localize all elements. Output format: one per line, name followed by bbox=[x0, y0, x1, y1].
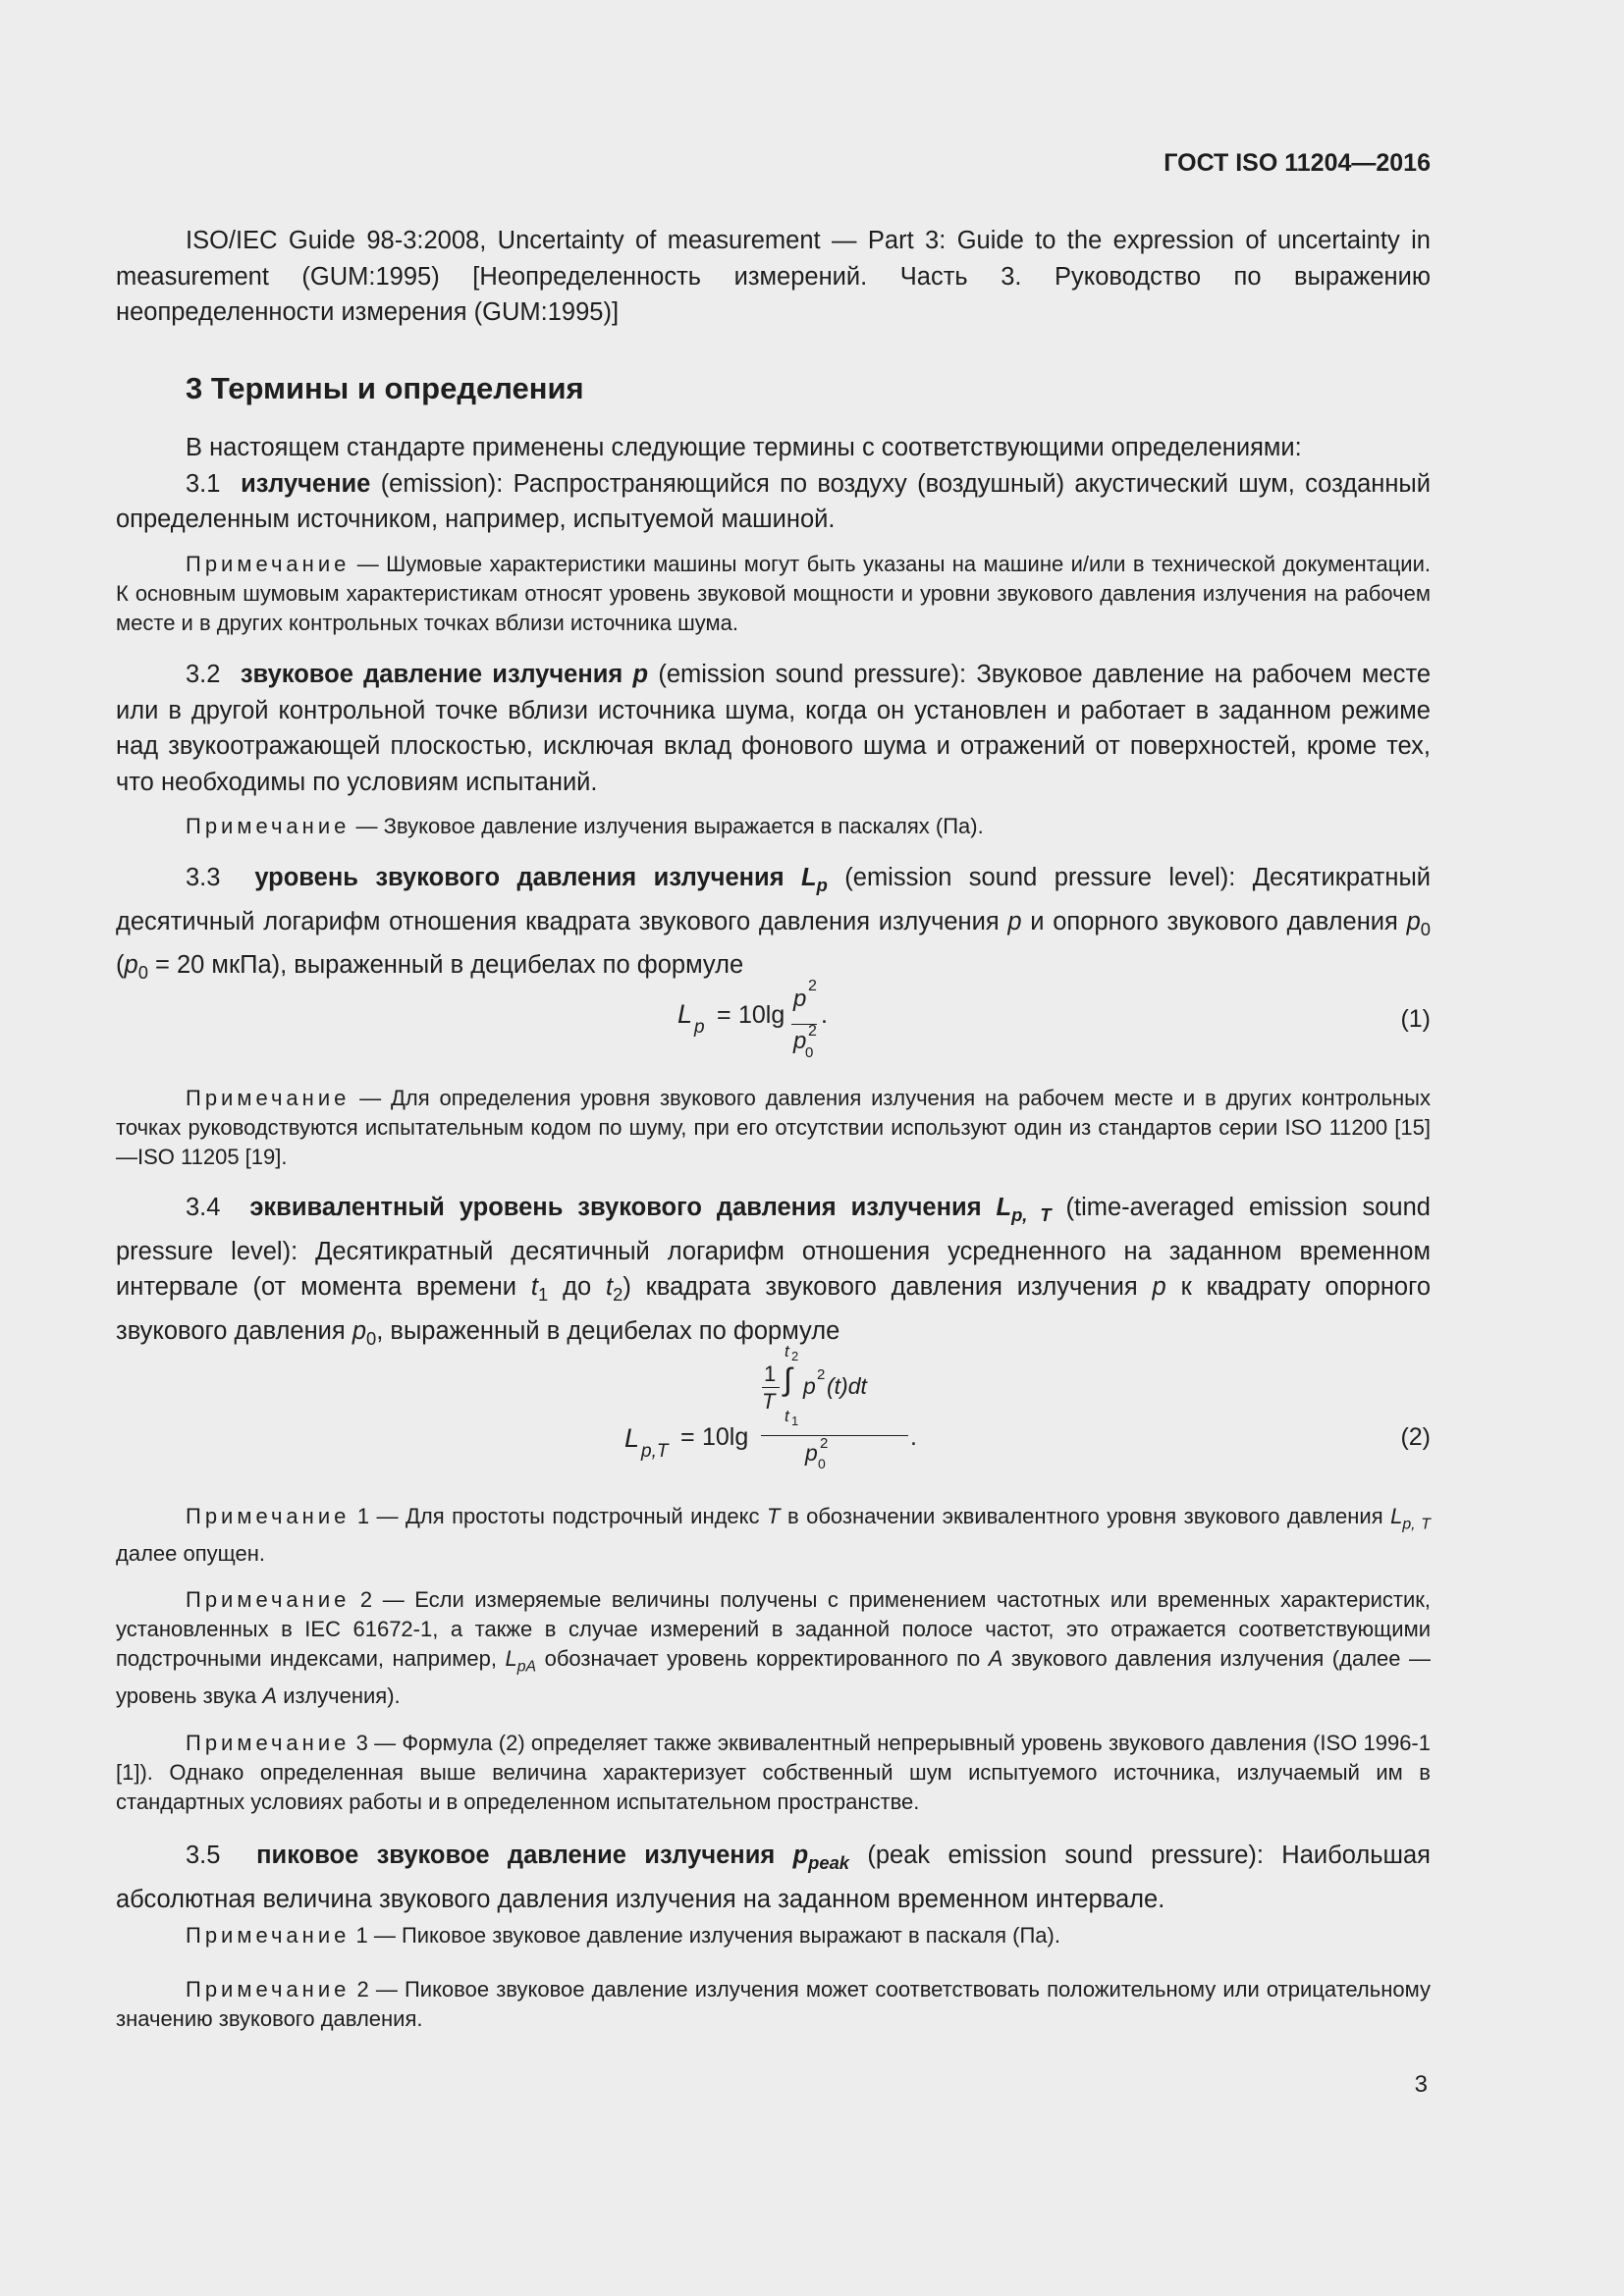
reference-paragraph: ISO/IEC Guide 98-3:2008, Uncertainty of measurement — Part 3: Guide to the expression of uncertainty in measurement (GUM:1995) [Неопределенность измерений. Часть 3. Руководство по выражению неопределенности измерения (GUM:1995)] bbox=[116, 227, 1431, 326]
term-3-2: 3.2 звуковое давление излучения p (emission sound pressure): Звуковое давление на рабочем месте или в другой контрольной точке вблизи источника шума, когда он установлен и работает в заданном режиме над звукоотражающей плоскостью, исключая вклад фонового шума и отражений от поверхностей, кроме тех, что необходимы по условиям испытаний. bbox=[116, 661, 1432, 796]
section-heading: 3 Термины и определения bbox=[186, 371, 584, 405]
term-3-1-block bbox=[116, 430, 1431, 538]
note-3-4-2: Примечание 2 — Если измеряемые величины получены с применением частотных или временных характеристик, установленных в IEC 61672-1, а также в случае измерений в заданной полосе частот, это отражается соответствующими подстрочными индексами, например, $L_{pA}$ обозначает уровень корректированного по A звукового давления излучения (далее — уровень звука A излучения). bbox=[116, 1587, 1431, 1709]
formula-1: L p = 10lg p 2 p 0 2 . bbox=[677, 978, 828, 1061]
document-header: ГОСТ ISO 11204—2016 bbox=[1164, 149, 1431, 177]
term-3-4: 3.4 эквивалентный уровень звукового давления излучения $L_{p, T}$ (time-averaged emission sound pressure level): Десятикратный десятичный логарифм отношения усредненного на заданном временном интервале (от момента времени $t_1$ до $t_2$) квадрата звукового давления излучения p к квадрату опорного звукового давления $p_0$, выраженный в децибелах по формуле bbox=[116, 1194, 1432, 1349]
main-fraction-bar bbox=[761, 1435, 908, 1436]
note-3-4-1: Примечание 1 — Для простоты подстрочный индекс T в обозначении эквивалентного уровня звукового давления $L_{p, T}$ далее опущен. bbox=[116, 1504, 1431, 1567]
note-3-5-1: Примечание 1 — Пиковое звуковое давление излучения выражают в паскаля (Па). bbox=[186, 1923, 1060, 1948]
term-3-5: 3.5 пиковое звуковое давление излучения $p_{peak}$ (peak emission sound pressure): Наибольшая абсолютная величина звукового давления излучения на заданном временном интервале. bbox=[116, 1842, 1431, 1913]
note-3-5-2: Примечание 2 — Пиковое звуковое давление излучения может соответствовать положительному или отрицательному значению звукового давления. bbox=[116, 1977, 1431, 2031]
equation-number-1: (1) bbox=[1400, 1005, 1431, 1033]
term-3-3: 3.3 уровень звукового давления излучения $L_p$ (emission sound pressure level): Десятикратный десятичный логарифм отношения квадрата звукового давления излучения p и опорного звукового давления $p_0$ ($p_0 = 20$ мкПа), выраженный в децибелах по формуле bbox=[116, 864, 1432, 984]
note-3-2: Примечание — Звуковое давление излучения выражается в паскалях (Па). bbox=[186, 814, 984, 838]
term-3-1: 3.1 излучение (emission): Распространяющийся по воздуху (воздушный) акустический шум, созданный определенным источником, например, испытуемой машиной. bbox=[116, 469, 1432, 533]
page-number: 3 bbox=[1414, 2071, 1428, 2098]
equation-number-2: (2) bbox=[1400, 1423, 1431, 1451]
note-3-4-3: Примечание 3 — Формула (2) определяет также эквивалентный непрерывный уровень звукового давления (ISO 1996-1 [1]). Однако определенная выше величина характеризует собственный шум испытуемого источника, излучаемый им в стандартных условиях работы и в определенном испытательном пространстве. bbox=[116, 1731, 1431, 1814]
integral-sign: ∫ bbox=[784, 1362, 792, 1397]
section-intro: В настоящем стандарте применены следующие термины с соответствующими определениями: bbox=[186, 434, 1302, 461]
formula-2: L p,T = 10lg 1 T ∫ t 2 t 1 p 2 (t)dt p 0 2 . bbox=[624, 1342, 917, 1471]
small-fraction-bar bbox=[762, 1387, 780, 1388]
note-3-1: Примечание — Шумовые характеристики машины могут быть указаны на машине и/или в технической документации. К основным шумовым характеристикам относят уровень звуковой мощности и уровни звукового давления излучения на рабочем месте и в других контрольных точках вблизи источника шума. bbox=[116, 552, 1431, 635]
note-3-3: Примечание — Для определения уровня звукового давления излучения на рабочем месте и в других контрольных точках руководствуются испытательным кодом по шуму, при его отсутствии используют один из стандартов серии ISO 11200 [15]—ISO 11205 [19]. bbox=[116, 1086, 1431, 1169]
